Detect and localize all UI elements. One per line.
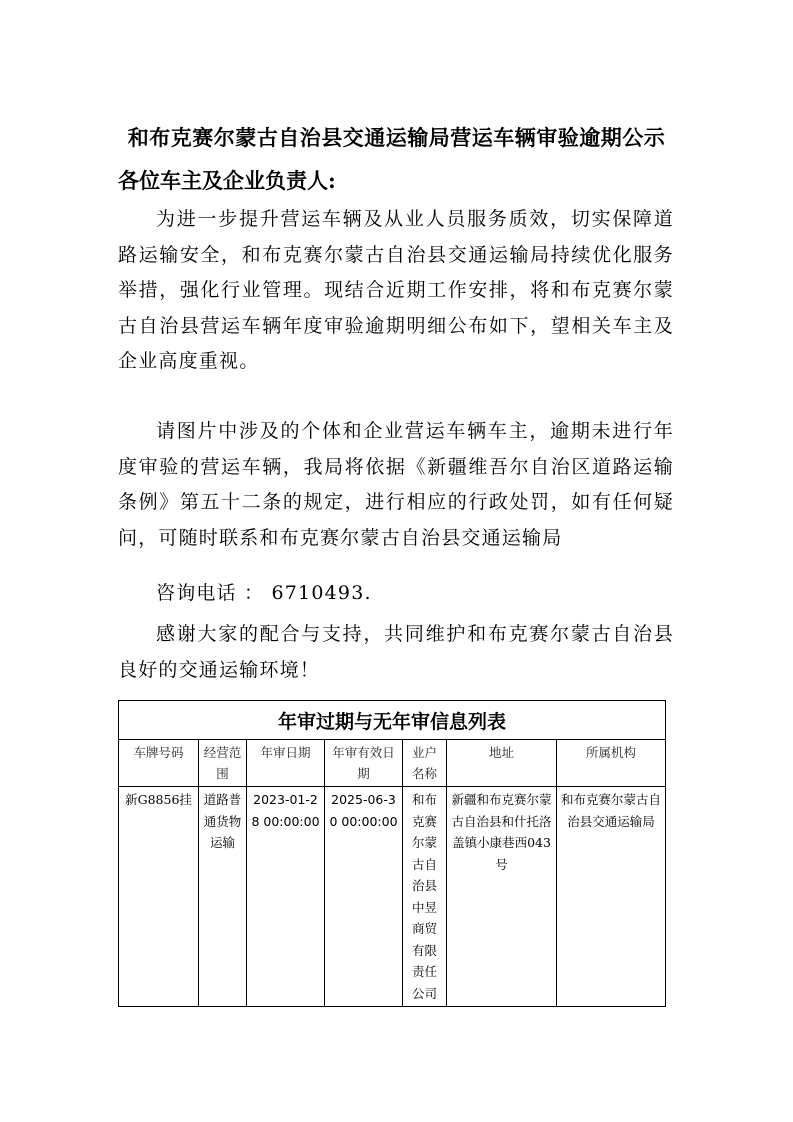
contact-phone: 咨询电话 ： 6710493.: [156, 582, 372, 604]
paragraph-penalty: 请图片中涉及的个体和企业营运车辆车主，逾期未进行年度审验的营运车辆，我局将依据《新疆维吾尔自治区道路运输条例》第五十二条的规定，进行相应的行政处罚，如有任何疑问，可随时联系和布克赛尔蒙古自治县交通运输局: [118, 420, 674, 549]
table-header-row: [119, 740, 666, 787]
address-cell: 新疆和布克赛尔蒙古自治县和什托洛盖镇小康巷西043号: [447, 787, 557, 1007]
owner-cell: 和布克赛尔蒙古自治县中昱商贸有限责任公司: [403, 787, 447, 1007]
scope-cell: 道路普通货物运输: [199, 787, 247, 1007]
salutation: 各位车主及企业负责人:: [118, 168, 336, 193]
paragraph-thanks: 感谢大家的配合与支持，共同维护和布克赛尔蒙古自治县良好的交通运输环境！: [118, 623, 674, 681]
table-caption: 年审过期与无年审信息列表: [119, 701, 666, 740]
paragraph-intro: 为进一步提升营运车辆及从业人员服务质效，切实保障道路运输安全，和布克赛尔蒙古自治县交通运输局持续优化服务举措，强化行业管理。现结合近期工作安排，将和布克赛尔蒙古自治县营运车辆年度审验逾期明细公布如下，望相关车主及企业高度重视。: [118, 208, 674, 373]
table-row: [119, 787, 666, 1007]
column-header: 地址: [447, 740, 557, 787]
agency-cell: 和布克赛尔蒙古自治县交通运输局: [557, 787, 666, 1007]
column-header: 业户名称: [403, 740, 447, 787]
column-header: 经营范围: [199, 740, 247, 787]
plate-cell: 新G8856挂: [119, 787, 199, 1007]
column-header: 车牌号码: [119, 740, 199, 787]
inspection-date-cell: 2023-01-28 00:00:00: [247, 787, 325, 1007]
column-header: 所属机构: [557, 740, 666, 787]
column-header: 年审有效日期: [325, 740, 403, 787]
valid-until-cell: 2025-06-30 00:00:00: [325, 787, 403, 1007]
column-header: 年审日期: [247, 740, 325, 787]
notice-title: 和布克赛尔蒙古自治县交通运输局营运车辆审验逾期公示: [127, 125, 666, 150]
overdue-info-table: [118, 700, 666, 1007]
